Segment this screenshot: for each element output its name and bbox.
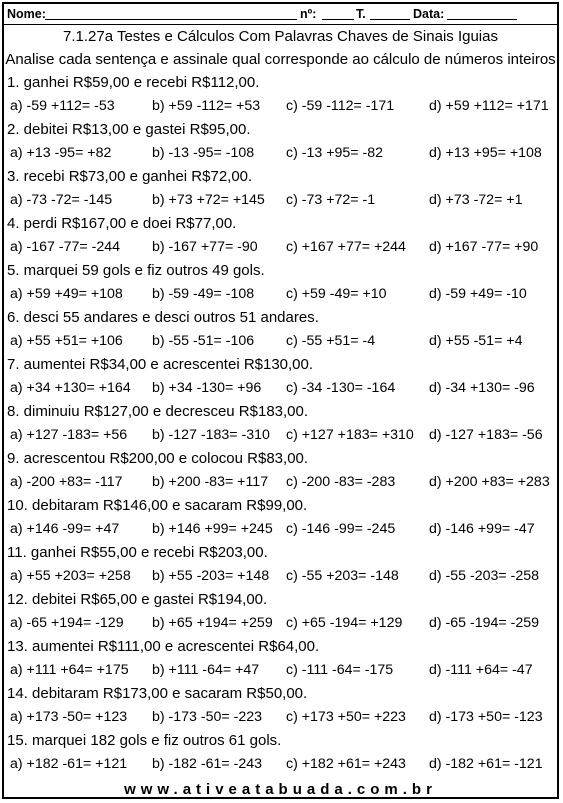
option-d[interactable]: d) -173 +50= -123	[429, 709, 543, 725]
class-line	[370, 7, 410, 20]
question-options	[4, 95, 557, 118]
date-line	[447, 7, 517, 20]
name-label: Nome:	[7, 7, 46, 21]
option-d[interactable]: d) -146 +99= -47	[429, 521, 535, 537]
question-statement: 13. aumentei R$111,00 e acrescentei R$64,00.	[7, 638, 320, 655]
worksheet-title: 7.1.27a Testes e Cálculos Com Palavras Chaves de Sinais Iguias	[63, 28, 498, 45]
question-options	[4, 330, 557, 353]
option-d[interactable]: d) -34 +130= -96	[429, 380, 535, 396]
option-b[interactable]: b) -55 -51= -106	[152, 333, 255, 349]
option-c[interactable]: c) -13 +95= -82	[286, 145, 384, 161]
question-statement: 3. recebi R$73,00 e ganhei R$72,00.	[7, 168, 253, 185]
option-d[interactable]: d) -127 +183= -56	[429, 427, 543, 443]
option-c[interactable]: c) +127 +183= +310	[286, 427, 414, 443]
question-options	[4, 706, 557, 729]
question-statement: 7. aumentei R$34,00 e acrescentei R$130,00.	[7, 356, 314, 373]
question-statement: 4. perdi R$167,00 e doei R$77,00.	[7, 215, 237, 232]
option-b[interactable]: b) +34 -130= +96	[152, 380, 262, 396]
option-b[interactable]: b) +200 -83= +117	[152, 474, 269, 490]
option-a[interactable]: a) -73 -72= -145	[10, 192, 113, 208]
option-b[interactable]: b) -59 -49= -108	[152, 286, 255, 302]
option-c[interactable]: c) -200 -83= -283	[286, 474, 396, 490]
question-statement: 2. debitei R$13,00 e gastei R$95,00.	[7, 121, 251, 138]
option-d[interactable]: d) +167 -77= +90	[429, 239, 539, 255]
number-label: nº:	[300, 7, 317, 21]
question-options	[4, 142, 557, 165]
option-a[interactable]: a) +173 -50= +123	[10, 709, 128, 725]
option-a[interactable]: a) -167 -77= -244	[10, 239, 121, 255]
option-a[interactable]: a) +55 +203= +258	[10, 568, 131, 584]
option-b[interactable]: b) +73 +72= +145	[152, 192, 265, 208]
question-options	[4, 377, 557, 400]
question-options	[4, 424, 557, 447]
option-a[interactable]: a) -200 +83= -117	[10, 474, 123, 490]
question-statement: 8. diminuiu R$127,00 e decresceu R$183,00.	[7, 403, 309, 420]
option-c[interactable]: c) -111 -64= -175	[286, 662, 394, 678]
option-b[interactable]: b) +65 +194= +259	[152, 615, 273, 631]
option-c[interactable]: c) -59 -112= -171	[286, 98, 395, 114]
option-c[interactable]: c) +182 +61= +243	[286, 756, 406, 772]
question-options	[4, 565, 557, 588]
name-line	[45, 7, 297, 20]
question-statement: 9. acrescentou R$200,00 e colocou R$83,00.	[7, 450, 309, 467]
option-b[interactable]: b) +59 -112= +53	[152, 98, 261, 114]
footer-website: www.ativeatabuada.com.br	[124, 781, 437, 798]
option-c[interactable]: c) +65 -194= +129	[286, 615, 403, 631]
option-b[interactable]: b) +55 -203= +148	[152, 568, 270, 584]
option-d[interactable]: d) +59 +112= +171	[429, 98, 549, 114]
option-a[interactable]: a) -59 +112= -53	[10, 98, 115, 114]
question-options	[4, 753, 557, 776]
option-d[interactable]: d) -55 -203= -258	[429, 568, 540, 584]
option-a[interactable]: a) -65 +194= -129	[10, 615, 124, 631]
question-statement: 14. debitaram R$173,00 e sacaram R$50,00.	[7, 685, 308, 702]
option-a[interactable]: a) +55 +51= +106	[10, 333, 123, 349]
number-line	[322, 7, 354, 20]
option-c[interactable]: c) +173 +50= +223	[286, 709, 406, 725]
option-d[interactable]: d) -182 +61= -121	[429, 756, 543, 772]
option-c[interactable]: c) -34 -130= -164	[286, 380, 396, 396]
question-options	[4, 518, 557, 541]
option-b[interactable]: b) -13 -95= -108	[152, 145, 255, 161]
option-a[interactable]: a) +13 -95= +82	[10, 145, 112, 161]
option-d[interactable]: d) +13 +95= +108	[429, 145, 542, 161]
date-label: Data:	[413, 7, 445, 21]
option-c[interactable]: c) -73 +72= -1	[286, 192, 376, 208]
question-options	[4, 236, 557, 259]
option-b[interactable]: b) +146 +99= +245	[152, 521, 273, 537]
option-d[interactable]: d) +200 +83= +283	[429, 474, 550, 490]
question-statement: 6. desci 55 andares e desci outros 51 andares.	[7, 309, 319, 326]
question-statement: 12. debitei R$65,00 e gastei R$194,00.	[7, 591, 268, 608]
option-b[interactable]: b) -167 +77= -90	[152, 239, 258, 255]
option-d[interactable]: d) -111 +64= -47	[429, 662, 533, 678]
option-a[interactable]: a) +34 +130= +164	[10, 380, 131, 396]
option-c[interactable]: c) -55 +203= -148	[286, 568, 399, 584]
question-statement: 11. ganhei R$55,00 e recebi R$203,00.	[7, 544, 268, 561]
option-a[interactable]: a) +182 -61= +121	[10, 756, 128, 772]
option-a[interactable]: a) +111 +64= +175	[10, 662, 129, 678]
worksheet	[2, 2, 559, 799]
option-d[interactable]: d) -59 +49= -10	[429, 286, 527, 302]
question-options	[4, 659, 557, 682]
option-b[interactable]: b) -182 -61= -243	[152, 756, 263, 772]
option-a[interactable]: a) +59 +49= +108	[10, 286, 123, 302]
question-options	[4, 612, 557, 635]
option-b[interactable]: b) -127 -183= -310	[152, 427, 270, 443]
question-options	[4, 471, 557, 494]
header-fields	[4, 4, 557, 25]
question-statement: 5. marquei 59 gols e fiz outros 49 gols.	[7, 262, 265, 279]
option-b[interactable]: b) +111 -64= +47	[152, 662, 260, 678]
option-b[interactable]: b) -173 -50= -223	[152, 709, 263, 725]
class-label: T.	[356, 7, 366, 21]
option-a[interactable]: a) +127 -183= +56	[10, 427, 128, 443]
option-a[interactable]: a) +146 -99= +47	[10, 521, 120, 537]
question-options	[4, 189, 557, 212]
question-statement: 15. marquei 182 gols e fiz outros 61 gols.	[7, 732, 282, 749]
instructions: Analise cada sentença e assinale qual corresponde ao cálculo de números inteiros	[5, 51, 556, 68]
option-c[interactable]: c) -55 +51= -4	[286, 333, 376, 349]
option-c[interactable]: c) +167 +77= +244	[286, 239, 406, 255]
option-d[interactable]: d) +73 -72= +1	[429, 192, 523, 208]
question-statement: 10. debitaram R$146,00 e sacaram R$99,00.	[7, 497, 308, 514]
option-c[interactable]: c) +59 -49= +10	[286, 286, 387, 302]
option-d[interactable]: d) -65 -194= -259	[429, 615, 540, 631]
question-statement: 1. ganhei R$59,00 e recebi R$112,00.	[7, 74, 260, 91]
option-d[interactable]: d) +55 -51= +4	[429, 333, 523, 349]
option-c[interactable]: c) -146 -99= -245	[286, 521, 396, 537]
question-options	[4, 283, 557, 306]
